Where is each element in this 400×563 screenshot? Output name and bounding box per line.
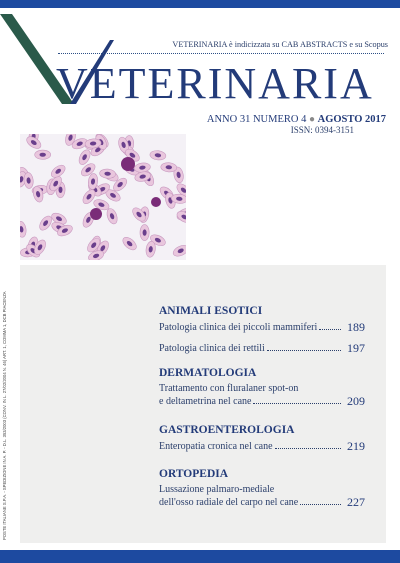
dotted-leader: [267, 342, 341, 351]
toc-entry[interactable]: [159, 321, 365, 334]
dotted-leader: [253, 395, 341, 404]
toc-section: [159, 367, 365, 407]
dotted-leader: [275, 440, 341, 449]
toc-page-number: 227: [347, 494, 365, 509]
toc-section-title: ORTOPEDIA: [159, 468, 229, 480]
bullet-separator-icon: ●: [308, 114, 315, 125]
red-blood-cell: [105, 207, 119, 225]
red-blood-cell: [149, 150, 166, 161]
toc-entry-title: dell'osso radiale del carpo nel cane: [159, 496, 365, 509]
toc-entry[interactable]: [159, 342, 365, 355]
blood-cells-illustration: [20, 134, 186, 260]
postal-notice-vertical: POSTE ITALIANE S.P.A. - SPEDIZIONE IN A. P. - D.L. 353/2003 (CONV. IN L. 27/02/2004 N. 46) ART. 1, COMMA 1, DCB PIACENZA: [2, 291, 7, 540]
red-blood-cell: [121, 235, 139, 252]
toc-page-number: 197: [347, 340, 365, 355]
cover-photo-blood-smear: [20, 134, 186, 260]
toc-entry[interactable]: [159, 440, 365, 453]
toc-entry[interactable]: [159, 484, 365, 508]
toc-entry-title: e deltametrina nel cane: [159, 395, 365, 408]
toc-section: [159, 305, 365, 354]
toc-section: [159, 468, 365, 508]
dotted-leader: [319, 321, 341, 330]
white-blood-cell: [121, 157, 135, 171]
red-blood-cell: [23, 172, 34, 189]
toc-entry-title: Enteropatia cronica nel cane: [159, 440, 365, 453]
issue-date: AGOSTO 2017: [317, 114, 386, 125]
bottom-color-bar: [0, 550, 400, 563]
issn: ISSN: 0394-3151: [290, 125, 354, 135]
issue-number: ANNO 31 NUMERO 4: [206, 114, 307, 125]
indexing-note: VETERINARIA è indicizzata su CAB ABSTRACTS e su Scopus: [172, 40, 388, 49]
header-dotted-rule: [58, 53, 384, 54]
toc-page-number: 219: [347, 439, 365, 453]
red-blood-cell: [99, 169, 116, 179]
toc-entry-title: Trattamento con fluralaner spot-on: [159, 383, 299, 394]
magazine-masthead: [56, 59, 374, 108]
toc-entry-title: Patologia clinica dei piccoli mammiferi: [159, 321, 365, 334]
issue-info: [207, 114, 386, 125]
toc-entry[interactable]: [159, 383, 365, 407]
red-blood-cell: [20, 221, 27, 238]
toc-section: [159, 424, 365, 453]
toc-section-title: GASTROENTEROLOGIA: [159, 424, 295, 436]
red-blood-cell: [160, 162, 177, 172]
white-blood-cell: [151, 197, 161, 207]
red-blood-cell: [140, 225, 149, 241]
red-blood-cell: [35, 150, 51, 159]
toc-section-title: ANIMALI ESOTICI: [159, 305, 263, 317]
toc-page-number: 189: [347, 320, 365, 334]
masthead-title: VETERINARIA: [56, 59, 374, 108]
white-blood-cell: [90, 208, 102, 220]
toc-page-number: 209: [347, 393, 365, 408]
toc-entry-title: Patologia clinica dei rettili: [159, 342, 365, 355]
red-blood-cell: [172, 243, 186, 258]
toc-section-title: DERMATOLOGIA: [159, 367, 257, 379]
dotted-leader: [300, 496, 341, 505]
toc-entry-title: Lussazione palmaro-mediale: [159, 484, 275, 495]
